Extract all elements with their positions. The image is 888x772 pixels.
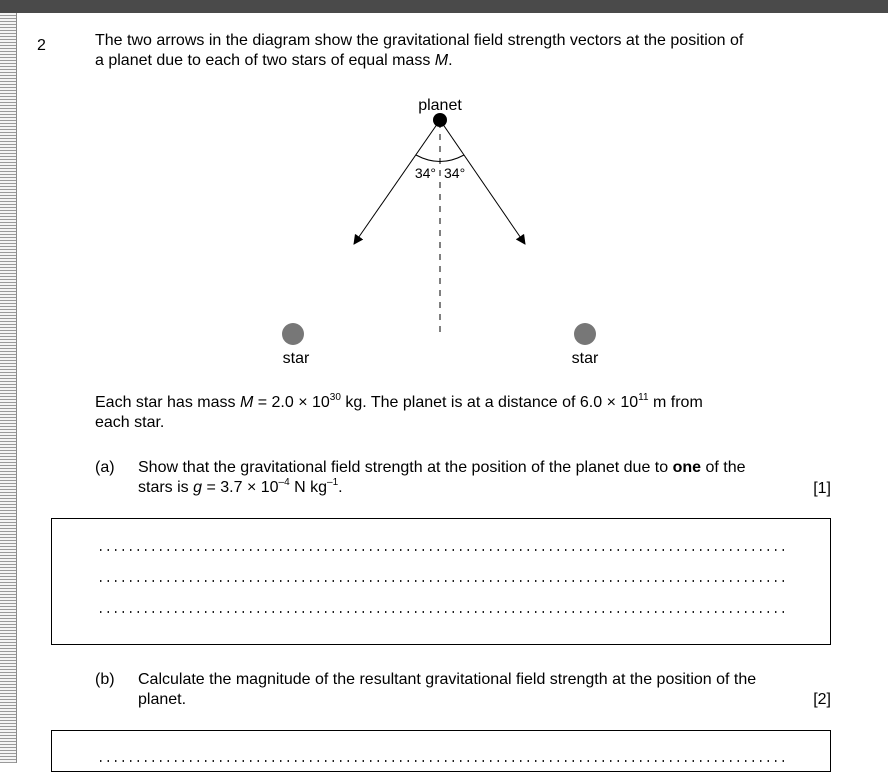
field-arrow-right bbox=[440, 120, 525, 244]
answer-line[interactable] bbox=[97, 580, 787, 582]
answer-line[interactable] bbox=[97, 760, 787, 762]
star-left-dot bbox=[282, 323, 304, 345]
part-b-line-1: Calculate the magnitude of the resultant gravitational field strength at the position of the bbox=[138, 671, 757, 688]
star-right-dot bbox=[574, 323, 596, 345]
answer-box-b[interactable] bbox=[51, 730, 831, 772]
answer-box-a[interactable] bbox=[51, 518, 831, 645]
part-a-text bbox=[138, 458, 746, 498]
part-b-marks: [2] bbox=[813, 691, 831, 708]
part-b-label: (b) bbox=[95, 671, 115, 688]
part-b-text bbox=[138, 670, 756, 710]
angle-right-label: 34° bbox=[444, 165, 466, 181]
part-a-label: (a) bbox=[95, 459, 115, 476]
part-a-line-1: Show that the gravitational field strength at the position of the planet due to one of the bbox=[138, 459, 746, 476]
planet-dot bbox=[433, 113, 447, 127]
answer-line[interactable] bbox=[97, 549, 787, 551]
question-number: 2 bbox=[37, 37, 46, 54]
given-line-1: Each star has mass $M = 2.0 \times 10^{30}$ kg. The planet is at a distance of $6.0 \times 10^{11}$ m from bbox=[95, 392, 703, 411]
part-a-marks: [1] bbox=[813, 480, 831, 497]
intro-line-1: The two arrows in the diagram show the gravitational field strength vectors at the position of bbox=[95, 32, 744, 49]
answer-line[interactable] bbox=[97, 611, 787, 613]
star-left-label: star bbox=[282, 350, 310, 367]
intro-line-2: a planet due to each of two stars of equal mass M. bbox=[95, 52, 453, 69]
part-a-line-2: stars is $g = 3.7 \times 10^{-4}$ N $kg^{-1}$. bbox=[138, 477, 343, 496]
given-line-2: each star. bbox=[95, 414, 165, 431]
angle-left-label: 34° bbox=[414, 165, 436, 181]
field-arrow-left bbox=[354, 120, 440, 244]
planet-label: planet bbox=[418, 97, 462, 114]
part-b-line-2: planet. bbox=[138, 691, 187, 708]
given-data bbox=[95, 393, 703, 433]
field-vector-diagram bbox=[0, 0, 888, 380]
star-right-label: star bbox=[571, 350, 599, 367]
